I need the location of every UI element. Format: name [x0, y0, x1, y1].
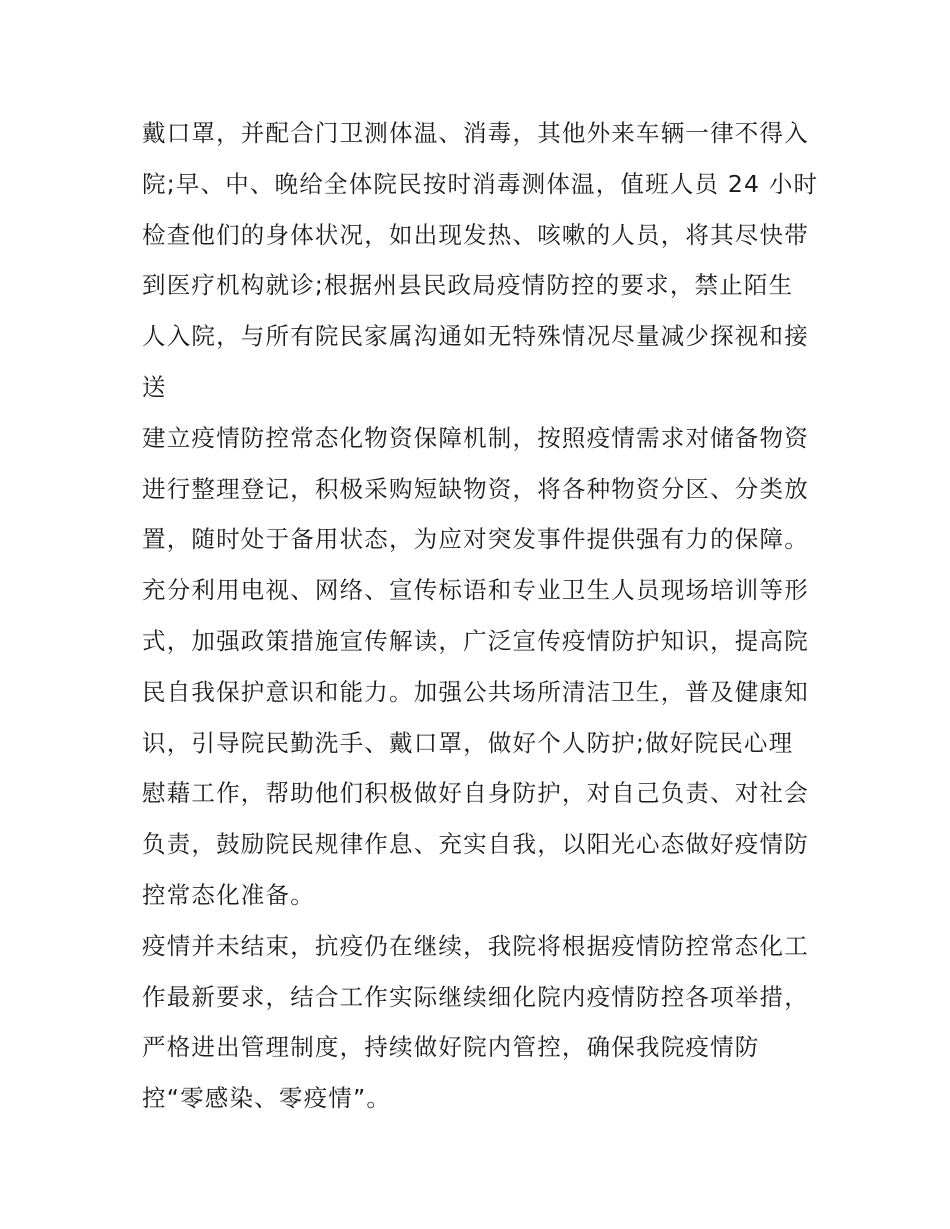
text-line-11: 式，加强政策措施宣传解读，广泛宣传疫情防护知识，提高院 — [142, 626, 809, 655]
text-line-5: 人入院，与所有院民家属沟通如无特殊情况尽量减少探视和接 — [142, 322, 809, 351]
text-line-20: 控“零感染、零疫情”。 — [142, 1084, 392, 1113]
text-line-13: 识，引导院民勤洗手、戴口罩，做好个人防护;做好院民心理 — [142, 728, 794, 757]
text-line-7: 建立疫情防控常态化物资保障机制，按照疫情需求对储备物资 — [142, 423, 809, 452]
text-line-1: 戴口罩，并配合门卫测体温、消毒，其他外来车辆一律不得入 — [142, 119, 809, 147]
text-line-17: 疫情并未结束，抗疫仍在继续，我院将根据疫情防控常态化工 — [142, 931, 809, 960]
text-line-19: 严格进出管理制度，持续做好院内管控，确保我院疫情防 — [142, 1033, 760, 1062]
text-line-16: 控常态化准备。 — [142, 880, 315, 909]
text-line-4: 到医疗机构就诊;根据州县民政局疫情防控的要求，禁止陌生 — [142, 271, 794, 300]
text-line-6: 送 — [142, 372, 167, 401]
body-text — [142, 108, 822, 1124]
text-line-9: 置，随时处于备用状态，为应对突发事件提供强有力的保障。 — [142, 525, 809, 554]
text-line-3: 检查他们的身体状况，如出现发热、咳嗽的人员，将其尽快带 — [142, 220, 809, 249]
text-line-18: 作最新要求，结合工作实际继续细化院内疫情防控各项举措， — [142, 982, 809, 1011]
text-line-15: 负责，鼓励院民规律作息、充实自我，以阳光心态做好疫情防 — [142, 830, 809, 859]
text-line-10: 充分利用电视、网络、宣传标语和专业卫生人员现场培训等形 — [142, 576, 809, 605]
text-line-8: 进行整理登记，积极采购短缺物资，将各种物资分区、分类放 — [142, 474, 809, 503]
text-line-14: 慰藉工作，帮助他们积极做好自身防护，对自己负责、对社会 — [142, 779, 809, 808]
text-line-12: 民自我保护意识和能力。加强公共场所清洁卫生，普及健康知 — [142, 677, 809, 706]
text-line-2: 院;早、中、晚给全体院民按时消毒测体温，值班人员 24 小时 — [142, 169, 819, 198]
